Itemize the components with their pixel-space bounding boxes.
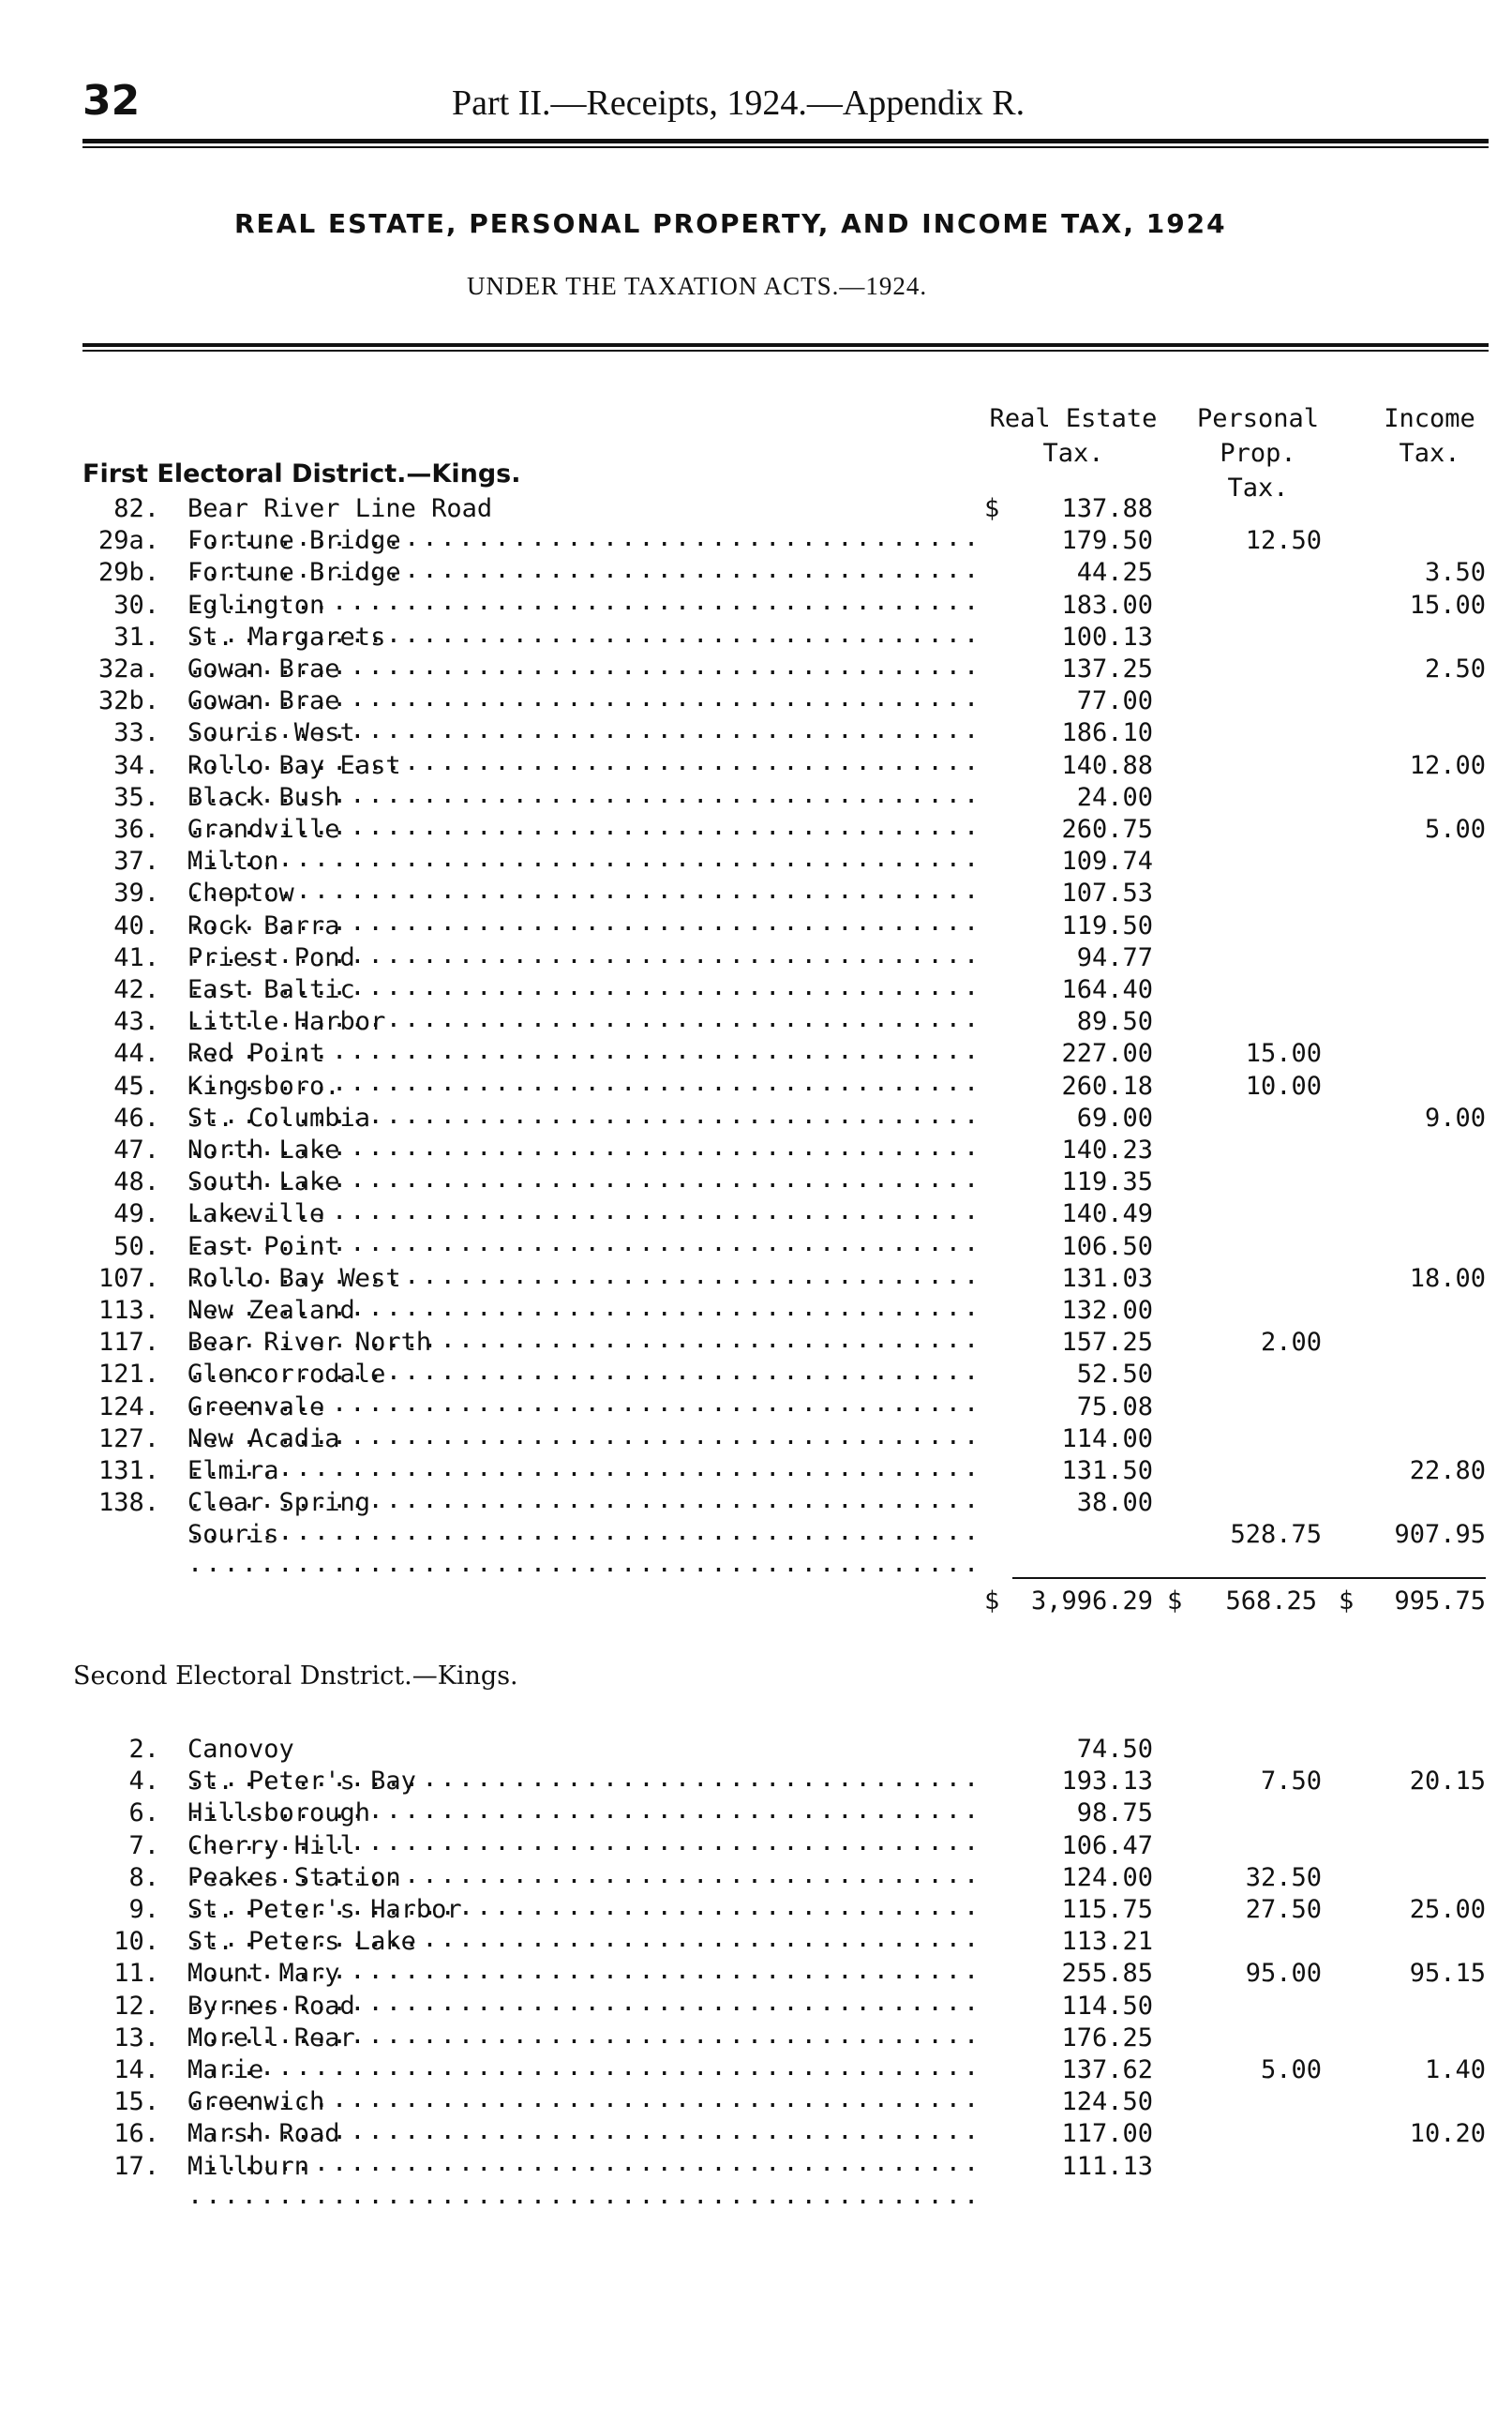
row-number: 37. — [113, 847, 159, 877]
row-number: 16. — [113, 2119, 159, 2149]
place-name: Greenvale ..... — [187, 1392, 984, 1451]
table-row — [0, 1392, 1512, 1424]
table-row — [0, 1735, 1512, 1767]
place-name: Morell Rear ..... — [187, 2023, 984, 2082]
table-row — [0, 1104, 1512, 1135]
row-number: 31. — [113, 622, 159, 652]
place-name: St. Columbia ..... — [187, 1104, 984, 1162]
income-tax: 18.00 — [1409, 1263, 1486, 1293]
place-name: Millburn ..... — [187, 2152, 984, 2210]
place-name: Glencorrodale ..... — [187, 1360, 984, 1418]
totals-income: 995.75 — [1394, 1586, 1486, 1616]
table-row — [0, 1328, 1512, 1360]
place-name: Byrnes Road ..... — [187, 1992, 984, 2050]
header-rule-thin — [82, 146, 1489, 148]
row-number: 35. — [113, 782, 159, 812]
row-number: 121. — [97, 1360, 159, 1390]
real-estate-tax: 106.50 — [1061, 1231, 1153, 1261]
place-name: North Lake ..... — [187, 1135, 984, 1194]
income-tax: 20.15 — [1409, 1767, 1486, 1797]
place-name: Hillsborough ..... — [187, 1798, 984, 1857]
document-title: REAL ESTATE, PERSONAL PROPERTY, AND INCOME TAX, 1924 — [234, 208, 1227, 239]
row-number: 48. — [113, 1167, 159, 1197]
row-number: 32a. — [97, 654, 159, 684]
place-name: Mount Mary ..... — [187, 1959, 984, 2017]
place-name: Souris West ..... — [187, 718, 984, 776]
real-estate-tax: 164.40 — [1061, 975, 1153, 1004]
real-estate-tax: 38.00 — [1076, 1488, 1153, 1518]
table-row — [0, 1232, 1512, 1264]
income-tax: 907.95 — [1394, 1520, 1486, 1550]
table-row — [0, 1767, 1512, 1798]
place-name: East Baltic ..... — [187, 975, 984, 1033]
table-row — [0, 751, 1512, 783]
income-tax: 1.40 — [1424, 2055, 1486, 2084]
table-row — [0, 718, 1512, 750]
real-estate-tax: 94.77 — [1076, 942, 1153, 972]
personal-property-tax: 95.00 — [1245, 1959, 1322, 1989]
column-header-personal: Personal Prop. Tax. — [1196, 404, 1320, 503]
table-row — [0, 1424, 1512, 1456]
place-name: Souris ..... — [187, 1520, 984, 1578]
section-heading-first-district: First Electoral District.—Kings. — [82, 459, 521, 489]
real-estate-tax: 98.75 — [1076, 1798, 1153, 1828]
real-estate-tax: 44.25 — [1076, 558, 1153, 588]
real-estate-tax: 75.08 — [1076, 1391, 1153, 1421]
place-name: East Point ..... — [187, 1232, 984, 1290]
table-row — [0, 2087, 1512, 2119]
real-estate-tax: 114.00 — [1061, 1423, 1153, 1453]
place-name: Rock Barra ..... — [187, 911, 984, 970]
place-name: St. Peter's Bay ..... — [187, 1767, 984, 1825]
table-row — [0, 1296, 1512, 1328]
place-name: Red Point ..... — [187, 1039, 984, 1097]
row-number: 45. — [113, 1071, 159, 1101]
table-row — [0, 879, 1512, 910]
place-name: Gowan Brae ..... — [187, 686, 984, 744]
table-row — [0, 2119, 1512, 2151]
real-estate-tax: 227.00 — [1061, 1039, 1153, 1069]
table-row — [0, 1927, 1512, 1959]
income-tax: 15.00 — [1409, 590, 1486, 620]
row-number: 4. — [128, 1767, 159, 1797]
real-estate-tax: 77.00 — [1076, 686, 1153, 716]
real-estate-tax: 52.50 — [1076, 1360, 1153, 1390]
real-estate-tax: 117.00 — [1061, 2119, 1153, 2149]
row-number: 107. — [97, 1263, 159, 1293]
totals-rule — [1012, 1577, 1486, 1579]
row-number: 47. — [113, 1135, 159, 1165]
place-name: Grandville ..... — [187, 815, 984, 873]
table-row — [0, 1360, 1512, 1391]
place-name: Peakes Station ..... — [187, 1863, 984, 1921]
real-estate-tax: 109.74 — [1061, 847, 1153, 877]
totals-dollar-sign: $ — [984, 1586, 1000, 1616]
row-number: 13. — [113, 2022, 159, 2053]
personal-property-tax: 32.50 — [1245, 1862, 1322, 1892]
real-estate-tax: 119.35 — [1061, 1167, 1153, 1197]
place-name: Cheptow ..... — [187, 879, 984, 937]
real-estate-tax: 260.18 — [1061, 1071, 1153, 1101]
real-estate-tax: 132.00 — [1061, 1296, 1153, 1325]
real-estate-tax: 157.25 — [1061, 1328, 1153, 1358]
place-name: South Lake ..... — [187, 1167, 984, 1226]
real-estate-tax: 193.13 — [1061, 1767, 1153, 1797]
real-estate-tax: 140.88 — [1061, 750, 1153, 780]
row-number: 8. — [128, 1862, 159, 1892]
place-name: Little Harbor ..... — [187, 1007, 984, 1065]
table-row — [0, 623, 1512, 654]
table-row — [0, 1992, 1512, 2023]
row-number: 12. — [113, 1991, 159, 2021]
place-name: Fortune Bridge ..... — [187, 558, 984, 616]
place-name: New Acadia ..... — [187, 1424, 984, 1482]
real-estate-tax: 140.49 — [1061, 1199, 1153, 1229]
place-name: St. Peters Lake ..... — [187, 1927, 984, 1985]
row-number: 49. — [113, 1199, 159, 1229]
place-name: Cherry Hill ..... — [187, 1831, 984, 1889]
real-estate-tax: 186.10 — [1061, 718, 1153, 748]
row-number: 29a. — [97, 526, 159, 556]
place-name: Black Bush ..... — [187, 783, 984, 841]
row-number: 15. — [113, 2087, 159, 2117]
totals-real-estate: 3,996.29 — [1030, 1586, 1153, 1616]
table-row — [0, 1798, 1512, 1830]
row-number: 17. — [113, 2151, 159, 2181]
table-row — [0, 1007, 1512, 1039]
column-header-income: Income Tax. — [1384, 404, 1475, 468]
table-row — [0, 1039, 1512, 1071]
real-estate-tax: 69.00 — [1076, 1103, 1153, 1133]
income-tax: 10.20 — [1409, 2119, 1486, 2149]
row-number: 32b. — [97, 686, 159, 716]
table-row — [0, 1135, 1512, 1167]
row-number: 30. — [113, 590, 159, 620]
table-row — [0, 591, 1512, 623]
row-number: 10. — [113, 1927, 159, 1957]
real-estate-tax: 119.50 — [1061, 910, 1153, 940]
table-row — [0, 1199, 1512, 1231]
place-name: Eglington ..... — [187, 591, 984, 649]
real-estate-tax: 137.62 — [1061, 2055, 1153, 2084]
real-estate-tax: 89.50 — [1076, 1007, 1153, 1037]
table-row — [0, 975, 1512, 1007]
real-estate-tax: 115.75 — [1061, 1895, 1153, 1924]
table-row — [0, 686, 1512, 718]
real-estate-tax: 100.13 — [1061, 622, 1153, 652]
place-name: Elmira ..... — [187, 1456, 984, 1514]
table-row — [0, 1831, 1512, 1863]
row-number: 34. — [113, 750, 159, 780]
personal-property-tax: 15.00 — [1245, 1039, 1322, 1069]
table-row — [0, 847, 1512, 879]
table-row — [0, 1895, 1512, 1927]
table-row — [0, 943, 1512, 975]
real-estate-tax: 137.88 — [1061, 494, 1153, 523]
real-estate-tax: 106.47 — [1061, 1830, 1153, 1860]
table-row — [0, 2055, 1512, 2087]
table-row — [0, 526, 1512, 558]
table-row — [0, 1488, 1512, 1520]
place-name: St. Margarets ..... — [187, 623, 984, 681]
place-name: Marsh Road ..... — [187, 2119, 984, 2177]
real-estate-tax: 179.50 — [1061, 526, 1153, 556]
income-tax: 25.00 — [1409, 1895, 1486, 1924]
place-name: Rollo Bay East ..... — [187, 751, 984, 809]
table-row — [0, 494, 1512, 526]
row-number: 9. — [128, 1895, 159, 1924]
real-estate-tax: 24.00 — [1076, 782, 1153, 812]
income-tax: 9.00 — [1424, 1103, 1486, 1133]
table-row — [0, 1456, 1512, 1488]
place-name: Kingsboro. ..... — [187, 1072, 984, 1130]
real-estate-tax: 114.50 — [1061, 1991, 1153, 2021]
place-name: New Zealand ..... — [187, 1296, 984, 1354]
personal-property-tax: 2.00 — [1260, 1328, 1322, 1358]
real-estate-tax: 111.13 — [1061, 2151, 1153, 2181]
table-row — [0, 815, 1512, 847]
table-row — [0, 1167, 1512, 1199]
section-heading-second-district: Second Electoral Dnstrict.—Kings. — [73, 1662, 518, 1691]
table-row — [0, 2023, 1512, 2055]
place-name: Lakeville ..... — [187, 1199, 984, 1257]
page-number: 32 — [82, 77, 141, 125]
totals-dollar-sign: $ — [1339, 1586, 1355, 1616]
row-number: 127. — [97, 1423, 159, 1453]
place-name: Marie ..... — [187, 2055, 984, 2113]
personal-property-tax: 528.75 — [1230, 1520, 1322, 1550]
real-estate-tax: 124.50 — [1061, 2087, 1153, 2117]
real-estate-tax: 124.00 — [1061, 1862, 1153, 1892]
row-number: 41. — [113, 942, 159, 972]
income-tax: 2.50 — [1424, 654, 1486, 684]
place-name: Greenwich ..... — [187, 2087, 984, 2145]
table-row — [0, 1959, 1512, 1991]
real-estate-tax: 137.25 — [1061, 654, 1153, 684]
row-number: 2. — [128, 1735, 159, 1764]
place-name: Canovoy ..... — [187, 1735, 984, 1793]
place-name: Milton ..... — [187, 847, 984, 905]
place-name: Clear Spring ..... — [187, 1488, 984, 1546]
running-head: Part II.—Receipts, 1924.—Appendix R. — [452, 83, 1025, 123]
row-number: 82. — [113, 494, 159, 523]
real-estate-tax: 255.85 — [1061, 1959, 1153, 1989]
income-tax: 5.00 — [1424, 815, 1486, 844]
place-name: Bear River North ..... — [187, 1328, 984, 1386]
income-tax: 22.80 — [1409, 1456, 1486, 1485]
income-tax: 95.15 — [1409, 1959, 1486, 1989]
table-row — [0, 1863, 1512, 1895]
row-number: 138. — [97, 1488, 159, 1518]
row-number: 113. — [97, 1296, 159, 1325]
row-number: 36. — [113, 815, 159, 844]
dollar-sign: $ — [984, 494, 1000, 523]
real-estate-tax: 183.00 — [1061, 590, 1153, 620]
table-row — [0, 783, 1512, 815]
document-subtitle: UNDER THE TAXATION ACTS.—1924. — [467, 272, 928, 300]
row-number: 29b. — [97, 558, 159, 588]
totals-dollar-sign: $ — [1167, 1586, 1183, 1616]
place-name: Gowan Brae ..... — [187, 654, 984, 713]
table-row — [0, 1520, 1512, 1552]
row-number: 40. — [113, 910, 159, 940]
row-number: 131. — [97, 1456, 159, 1485]
table-row — [0, 558, 1512, 590]
row-number: 124. — [97, 1391, 159, 1421]
personal-property-tax: 27.50 — [1245, 1895, 1322, 1924]
table-row — [0, 1072, 1512, 1104]
real-estate-tax: 113.21 — [1061, 1927, 1153, 1957]
income-tax: 12.00 — [1409, 750, 1486, 780]
table-row — [0, 911, 1512, 943]
row-number: 44. — [113, 1039, 159, 1069]
header-rule — [82, 139, 1489, 143]
real-estate-tax: 74.50 — [1076, 1735, 1153, 1764]
real-estate-tax: 260.75 — [1061, 815, 1153, 844]
personal-property-tax: 10.00 — [1245, 1071, 1322, 1101]
row-number: 117. — [97, 1328, 159, 1358]
place-name: Bear River Line Road ..... — [187, 494, 984, 552]
row-number: 39. — [113, 879, 159, 909]
row-number: 7. — [128, 1830, 159, 1860]
row-number: 11. — [113, 1959, 159, 1989]
row-number: 43. — [113, 1007, 159, 1037]
row-number: 46. — [113, 1103, 159, 1133]
row-number: 33. — [113, 718, 159, 748]
table-row — [0, 654, 1512, 686]
income-tax: 3.50 — [1424, 558, 1486, 588]
personal-property-tax: 12.50 — [1245, 526, 1322, 556]
personal-property-tax: 7.50 — [1260, 1767, 1322, 1797]
totals-personal: 568.25 — [1225, 1586, 1317, 1616]
real-estate-tax: 107.53 — [1061, 879, 1153, 909]
real-estate-tax: 131.03 — [1061, 1263, 1153, 1293]
row-number: 50. — [113, 1231, 159, 1261]
column-header-real-estate: Real Estate Tax. — [989, 404, 1158, 468]
title-rule — [82, 343, 1489, 347]
row-number: 42. — [113, 975, 159, 1004]
real-estate-tax: 140.23 — [1061, 1135, 1153, 1165]
title-rule-thin — [82, 350, 1489, 352]
row-number: 14. — [113, 2055, 159, 2084]
place-name: Priest Pond ..... — [187, 943, 984, 1001]
personal-property-tax: 5.00 — [1260, 2055, 1322, 2084]
section-first-district-totals — [0, 1586, 1512, 1620]
table-row — [0, 1264, 1512, 1296]
place-name: Rollo Bay West ..... — [187, 1264, 984, 1322]
place-name: St. Peter's Harbor ..... — [187, 1895, 984, 1953]
real-estate-tax: 176.25 — [1061, 2022, 1153, 2053]
table-row — [0, 2152, 1512, 2184]
place-name: Fortune Bridge ..... — [187, 526, 984, 584]
row-number: 6. — [128, 1798, 159, 1828]
real-estate-tax: 131.50 — [1061, 1456, 1153, 1485]
